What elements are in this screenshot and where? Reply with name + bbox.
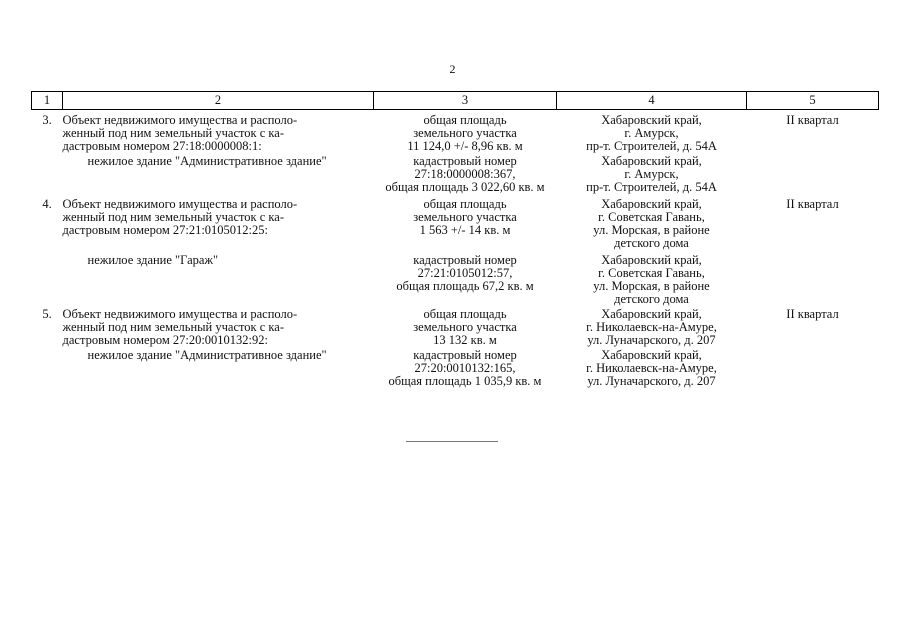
- cell-line: ул. Морская, в районе: [593, 279, 710, 293]
- cell-line: г. Николаевск-на-Амуре,: [586, 320, 717, 334]
- quarter: [747, 347, 879, 388]
- row-number: 3.: [42, 113, 52, 127]
- quarter: II квартал: [786, 113, 839, 127]
- cell-line: нежилое здание "Административное здание": [87, 348, 327, 362]
- cell-line: Хабаровский край,: [601, 348, 702, 362]
- cell-line: общая площадь: [423, 307, 507, 321]
- address: [557, 306, 747, 347]
- property-table: [31, 91, 879, 388]
- cell-line: женный под ним земельный участок с ка-: [62, 210, 285, 224]
- area-info: [374, 347, 557, 388]
- address: [557, 347, 747, 388]
- cell-line: Хабаровский край,: [601, 307, 702, 321]
- cell-line: пр-т. Строителей, д. 54А: [586, 139, 717, 153]
- cell-line: земельного участка: [413, 210, 517, 224]
- object-description: [63, 194, 374, 250]
- cell-line: земельного участка: [413, 126, 517, 140]
- page-number: 2: [449, 62, 456, 76]
- cell-line: ул. Луначарского, д. 207: [587, 333, 716, 347]
- object-description: [63, 110, 374, 154]
- cell-line: общая площадь 67,2 кв. м: [396, 279, 534, 293]
- cell-line: нежилое здание "Гараж": [87, 253, 219, 267]
- cell-line: 1 563 +/- 14 кв. м: [419, 223, 511, 237]
- cell-line: общая площадь 1 035,9 кв. м: [388, 374, 542, 388]
- table-row: [32, 347, 879, 388]
- table-row: [32, 194, 879, 250]
- area-info: [374, 250, 557, 306]
- quarter: II квартал: [786, 307, 839, 321]
- cell-line: г. Николаевск-на-Амуре,: [586, 361, 717, 375]
- cell-line: 27:18:0000008:367,: [414, 167, 516, 181]
- row-number: [32, 153, 63, 194]
- cell-line: 13 132 кв. м: [433, 333, 497, 347]
- table-row: [32, 110, 879, 154]
- cell-line: женный под ним земельный участок с ка-: [62, 126, 285, 140]
- cell-line: пр-т. Строителей, д. 54А: [586, 180, 717, 194]
- table-body: [32, 110, 879, 389]
- end-divider: [406, 441, 498, 442]
- table-row: [32, 250, 879, 306]
- object-description: [63, 306, 374, 347]
- quarter: II квартал: [786, 197, 839, 211]
- cell-line: женный под ним земельный участок с ка-: [62, 320, 285, 334]
- area-info: [374, 306, 557, 347]
- table-row: [32, 153, 879, 194]
- cell-line: кадастровый номер: [413, 253, 517, 267]
- column-header: 4: [557, 92, 747, 110]
- column-header: 2: [63, 92, 374, 110]
- cell-line: г. Советская Гавань,: [598, 210, 705, 224]
- table-header-row: [32, 92, 879, 110]
- row-number: 5.: [42, 307, 52, 321]
- cell-line: детского дома: [614, 292, 689, 306]
- cell-line: земельного участка: [413, 320, 517, 334]
- cell-line: Хабаровский край,: [601, 253, 702, 267]
- cell-line: ул. Морская, в районе: [593, 223, 710, 237]
- address: [557, 250, 747, 306]
- object-description: [63, 153, 374, 194]
- quarter: [747, 250, 879, 306]
- cell-line: Хабаровский край,: [601, 197, 702, 211]
- cell-line: г. Амурск,: [624, 167, 679, 181]
- cell-line: Объект недвижимого имущества и располо-: [62, 197, 298, 211]
- cell-line: дастровым номером 27:21:0105012:25:: [62, 223, 269, 237]
- cell-line: дастровым номером 27:20:0010132:92:: [62, 333, 269, 347]
- row-number: 4.: [42, 197, 52, 211]
- cell-line: Объект недвижимого имущества и располо-: [62, 307, 298, 321]
- object-description: [63, 250, 374, 306]
- area-info: [374, 153, 557, 194]
- cell-line: кадастровый номер: [413, 348, 517, 362]
- address: [557, 194, 747, 250]
- cell-line: детского дома: [614, 236, 689, 250]
- cell-line: общая площадь: [423, 197, 507, 211]
- table-row: [32, 306, 879, 347]
- cell-line: г. Амурск,: [624, 126, 679, 140]
- row-number: [32, 250, 63, 306]
- cell-line: г. Советская Гавань,: [598, 266, 705, 280]
- address: [557, 110, 747, 154]
- cell-line: 11 124,0 +/- 8,96 кв. м: [407, 139, 523, 153]
- cell-line: ул. Луначарского, д. 207: [587, 374, 716, 388]
- column-header: 3: [374, 92, 557, 110]
- area-info: [374, 194, 557, 250]
- cell-line: дастровым номером 27:18:0000008:1:: [62, 139, 262, 153]
- cell-line: Хабаровский край,: [601, 154, 702, 168]
- area-info: [374, 110, 557, 154]
- cell-line: общая площадь 3 022,60 кв. м: [385, 180, 545, 194]
- address: [557, 153, 747, 194]
- column-header: 1: [32, 92, 63, 110]
- row-number: [32, 347, 63, 388]
- object-description: [63, 347, 374, 388]
- cell-line: общая площадь: [423, 113, 507, 127]
- column-header: 5: [747, 92, 879, 110]
- cell-line: 27:20:0010132:165,: [414, 361, 516, 375]
- cell-line: нежилое здание "Административное здание": [87, 154, 327, 168]
- cell-line: кадастровый номер: [413, 154, 517, 168]
- quarter: [747, 153, 879, 194]
- cell-line: 27:21:0105012:57,: [417, 266, 513, 280]
- cell-line: Объект недвижимого имущества и располо-: [62, 113, 298, 127]
- cell-line: Хабаровский край,: [601, 113, 702, 127]
